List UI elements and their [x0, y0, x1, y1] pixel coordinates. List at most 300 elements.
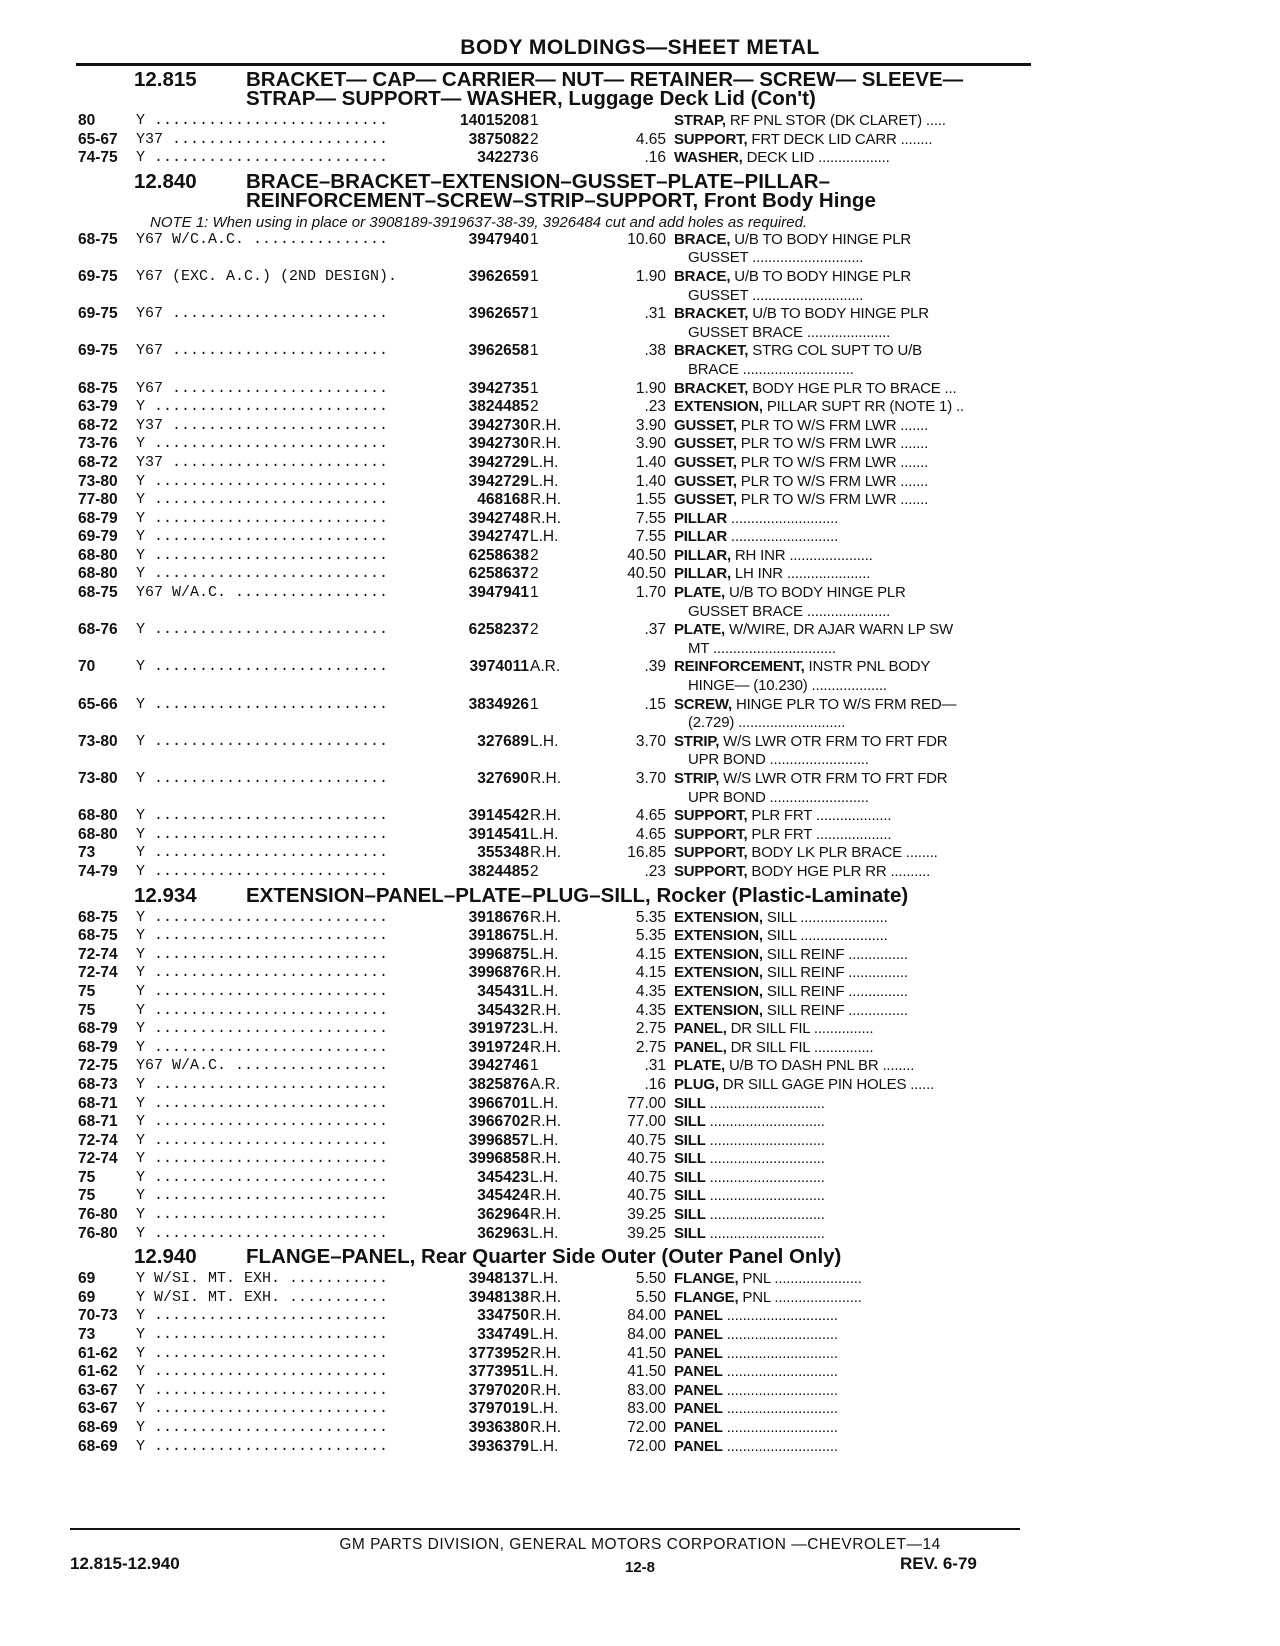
part-row — [78, 112, 1030, 131]
list-price: 5.35 — [635, 908, 666, 926]
part-detail: PLR TO W/S FRM LWR ....... — [736, 453, 929, 471]
part-number: 3996876 — [434, 964, 529, 983]
model-year: 61-62 — [78, 1344, 118, 1362]
part-name: SUPPORT, — [674, 862, 748, 880]
list-price: 72.00 — [627, 1419, 666, 1436]
section-title: FLANGE–PANEL, Rear Quarter Side Outer (Outer Panel Only) — [246, 1245, 842, 1269]
part-description — [674, 964, 1030, 983]
part-description — [674, 473, 1030, 492]
quantity: R.H. — [530, 844, 561, 862]
list-price: 3.70 — [635, 732, 666, 750]
section-note: NOTE 1: When using in place or 3908189-3919637-38-39, 3926484 cut and add holes as required. — [150, 213, 808, 231]
list-price: 2.75 — [635, 1020, 666, 1038]
part-description — [674, 112, 1030, 131]
part-name: PLATE, — [674, 621, 726, 639]
part-row — [78, 964, 1030, 983]
part-row — [78, 417, 1030, 436]
part-row — [78, 1039, 1030, 1058]
part-number: 3942730 — [434, 417, 529, 436]
part-description — [674, 807, 1030, 826]
part-detail: U/B TO DASH PNL BR ........ — [725, 1057, 915, 1075]
part-name: FLANGE, — [674, 1270, 739, 1288]
part-number: 3936379 — [434, 1438, 529, 1457]
part-description — [674, 584, 1030, 621]
model-year: 68-73 — [78, 1075, 118, 1093]
model-applicability: Y67 W/A.C. ................. — [136, 584, 389, 602]
part-detail: FRT DECK LID CARR ........ — [747, 130, 933, 148]
part-number: 334750 — [434, 1307, 529, 1326]
part-row — [78, 528, 1030, 547]
part-name: WASHER, — [674, 149, 743, 167]
quantity: R.H. — [530, 770, 561, 787]
part-row — [78, 1206, 1030, 1225]
part-name: EXTENSION, — [674, 1001, 763, 1019]
part-number: 3966701 — [434, 1095, 529, 1114]
part-description — [674, 149, 1030, 168]
part-name: PANEL — [674, 1326, 723, 1344]
quantity: A.R. — [530, 1075, 561, 1093]
quantity: R.H. — [530, 1187, 561, 1205]
part-description — [674, 1289, 1030, 1308]
part-name: STRAP, — [674, 112, 726, 129]
footer-page-number: 12-8 — [624, 1559, 656, 1576]
model-year: 73-76 — [78, 435, 118, 453]
part-description — [674, 1057, 1030, 1076]
model-applicability: Y .......................... — [136, 945, 389, 963]
part-row — [78, 1419, 1030, 1438]
quantity: 1 — [530, 1057, 539, 1075]
part-detail: PLR TO W/S FRM LWR ....... — [736, 435, 929, 453]
list-price: .16 — [644, 149, 666, 167]
part-number: 6258637 — [434, 565, 529, 584]
section-title: BRACKET— CAP— CARRIER— NUT— RETAINER— SCREW— SLEEVE— STRAP— SUPPORT— WASHER, Luggage Deck Lid (Con't) — [246, 68, 964, 110]
part-detail: PLR TO W/S FRM LWR ....... — [736, 416, 929, 434]
model-applicability: Y .......................... — [136, 398, 389, 416]
part-name: GUSSET, — [674, 491, 737, 509]
part-row — [78, 547, 1030, 566]
model-year: 69-75 — [78, 267, 118, 285]
part-name: EXTENSION, — [674, 982, 763, 1000]
list-price: 4.15 — [635, 945, 666, 963]
part-number: 6258237 — [434, 621, 529, 640]
part-name: SUPPORT, — [674, 130, 748, 148]
part-number: 327690 — [434, 770, 529, 789]
quantity: 2 — [530, 565, 539, 583]
part-row — [78, 658, 1030, 695]
model-year: 63-67 — [78, 1381, 118, 1399]
part-description — [674, 1187, 1030, 1206]
model-applicability: Y .......................... — [136, 908, 389, 926]
quantity: L.H. — [530, 982, 559, 1000]
model-year: 75 — [78, 1187, 96, 1205]
model-year: 72-74 — [78, 945, 118, 963]
part-detail: BODY HGE PLR TO BRACE ... — [748, 379, 957, 397]
part-row — [78, 1150, 1030, 1169]
model-applicability: Y .......................... — [136, 1400, 389, 1418]
model-applicability: Y .......................... — [136, 1363, 389, 1381]
part-name: PILLAR, — [674, 546, 731, 564]
part-detail: ............................. — [705, 1131, 825, 1149]
model-applicability: Y .......................... — [136, 1168, 389, 1186]
part-detail: LH INR ..................... — [730, 565, 871, 583]
list-price: .31 — [644, 305, 666, 323]
part-row — [78, 826, 1030, 845]
part-description — [674, 844, 1030, 863]
quantity: R.H. — [530, 1150, 561, 1168]
model-applicability: Y .......................... — [136, 1344, 389, 1362]
part-description — [674, 658, 1030, 695]
part-name: PANEL — [674, 1344, 723, 1362]
part-detail: ............................ — [722, 1344, 838, 1362]
model-year: 68-72 — [78, 416, 118, 434]
model-applicability: Y .......................... — [136, 1187, 389, 1205]
model-year: 68-80 — [78, 825, 118, 843]
quantity: A.R. — [530, 658, 561, 676]
part-name: BRACKET, — [674, 342, 749, 360]
list-price: 4.35 — [635, 982, 666, 1000]
quantity: R.H. — [530, 1113, 561, 1131]
footer-rule — [70, 1528, 1020, 1530]
part-detail: INSTR PNL BODY — [804, 658, 931, 676]
quantity: 1 — [530, 112, 539, 129]
quantity: R.H. — [530, 1419, 561, 1436]
part-row — [78, 398, 1030, 417]
part-number: 334749 — [434, 1326, 529, 1345]
part-row — [78, 770, 1030, 807]
part-number: 3947941 — [434, 584, 529, 603]
model-applicability: Y .......................... — [136, 844, 389, 862]
quantity: 1 — [530, 695, 539, 713]
list-price: 40.50 — [627, 546, 666, 564]
part-name: SILL — [674, 1094, 706, 1112]
model-year: 68-75 — [78, 584, 118, 602]
model-applicability: Y .......................... — [136, 1381, 389, 1399]
quantity: R.H. — [530, 964, 561, 982]
model-year: 61-62 — [78, 1363, 118, 1381]
model-year: 65-67 — [78, 130, 118, 148]
model-applicability: Y .......................... — [136, 964, 389, 982]
list-price: 7.55 — [635, 528, 666, 546]
part-detail: ............................. — [705, 1206, 825, 1224]
part-number: 3996858 — [434, 1150, 529, 1169]
model-year: 70 — [78, 658, 96, 676]
list-price: 40.75 — [627, 1150, 666, 1168]
model-year: 69 — [78, 1288, 96, 1306]
part-row — [78, 909, 1030, 928]
list-price: 84.00 — [627, 1326, 666, 1344]
model-year: 68-69 — [78, 1437, 118, 1455]
part-detail: U/B TO BODY HINGE PLR — [748, 305, 929, 323]
quantity: R.H. — [530, 908, 561, 926]
model-applicability: Y67 W/C.A.C. ............... — [136, 230, 389, 248]
part-description — [674, 565, 1030, 584]
part-name: EXTENSION, — [674, 964, 763, 982]
part-row — [78, 1400, 1030, 1419]
model-year: 80 — [78, 112, 96, 129]
part-name: BRACKET, — [674, 305, 749, 323]
list-price: .16 — [644, 1075, 666, 1093]
list-price: 4.65 — [635, 130, 666, 148]
part-detail: PILLAR SUPT RR (NOTE 1) .. — [762, 398, 964, 416]
model-year: 76-80 — [78, 1224, 118, 1242]
model-applicability: Y67 ........................ — [136, 305, 389, 323]
model-year: 73-80 — [78, 770, 118, 787]
part-row — [78, 342, 1030, 379]
part-description — [674, 983, 1030, 1002]
part-name: SILL — [674, 1150, 706, 1168]
part-name: GUSSET, — [674, 435, 737, 453]
part-number: 3919723 — [434, 1020, 529, 1039]
section-number: 12.940 — [134, 1245, 197, 1269]
model-applicability: Y .......................... — [136, 1094, 389, 1112]
part-name: PLATE, — [674, 584, 726, 602]
quantity: 2 — [530, 546, 539, 564]
part-detail: RH INR ..................... — [730, 546, 873, 564]
part-name: EXTENSION, — [674, 908, 763, 926]
part-name: PANEL — [674, 1381, 723, 1399]
part-row — [78, 807, 1030, 826]
part-detail: ............................ — [722, 1437, 838, 1455]
part-name: EXTENSION, — [674, 927, 763, 945]
part-description — [674, 1095, 1030, 1114]
quantity: R.H. — [530, 807, 561, 825]
model-applicability: Y .......................... — [136, 621, 389, 639]
list-price: .31 — [644, 1057, 666, 1075]
part-detail-continued: BRACE ............................ — [688, 360, 854, 378]
footer-revision: REV. 6-79 — [900, 1554, 977, 1573]
part-description — [674, 131, 1030, 150]
part-description — [674, 342, 1030, 379]
quantity: L.H. — [530, 1270, 559, 1288]
model-year: 68-75 — [78, 230, 118, 248]
part-detail: ............................ — [722, 1307, 838, 1325]
list-price: 1.55 — [635, 491, 666, 509]
model-year: 68-69 — [78, 1419, 118, 1436]
part-detail: ............................ — [722, 1400, 838, 1418]
part-name: BRACE, — [674, 230, 731, 248]
part-detail-continued: UPR BOND ......................... — [688, 788, 869, 806]
model-year: 65-66 — [78, 695, 118, 713]
list-price: 7.55 — [635, 509, 666, 527]
part-number: 3914542 — [434, 807, 529, 826]
part-number: 3942729 — [434, 454, 529, 473]
part-description — [674, 1113, 1030, 1132]
part-description — [674, 1400, 1030, 1419]
part-detail: ............................. — [705, 1094, 825, 1112]
quantity: R.H. — [530, 1381, 561, 1399]
part-detail: PLR TO W/S FRM LWR ....... — [736, 472, 929, 490]
part-number: 3942746 — [434, 1057, 529, 1076]
model-applicability: Y .......................... — [136, 491, 389, 509]
part-detail: STRG COL SUPT TO U/B — [748, 342, 922, 360]
part-name: FLANGE, — [674, 1288, 739, 1306]
part-number: 468168 — [434, 491, 529, 510]
part-number: 14015208 — [434, 112, 529, 131]
quantity: R.H. — [530, 1288, 561, 1306]
model-applicability: Y37 ........................ — [136, 130, 389, 148]
part-number: 6258638 — [434, 547, 529, 566]
section-header — [78, 883, 1030, 907]
part-description — [674, 547, 1030, 566]
list-price: 77.00 — [627, 1113, 666, 1131]
part-detail: DECK LID .................. — [742, 149, 890, 167]
part-row — [78, 1002, 1030, 1021]
part-row — [78, 1382, 1030, 1401]
part-description — [674, 1150, 1030, 1169]
part-number: 3875082 — [434, 131, 529, 150]
part-name: PLUG, — [674, 1075, 719, 1093]
list-price: 1.40 — [635, 453, 666, 471]
part-row — [78, 435, 1030, 454]
model-applicability: Y .......................... — [136, 546, 389, 564]
model-applicability: Y .......................... — [136, 658, 389, 676]
part-detail-continued: GUSSET ............................ — [688, 286, 864, 304]
model-year: 68-75 — [78, 927, 118, 945]
part-row — [78, 863, 1030, 882]
list-price: 5.50 — [635, 1270, 666, 1288]
part-number: 3918676 — [434, 909, 529, 928]
model-applicability: Y .......................... — [136, 1113, 389, 1131]
part-number: 3942735 — [434, 380, 529, 399]
model-year: 70-73 — [78, 1307, 118, 1325]
part-detail: W/S LWR OTR FRM TO FRT FDR — [719, 732, 948, 750]
quantity: R.H. — [530, 1307, 561, 1325]
part-name: PILLAR, — [674, 565, 731, 583]
part-detail-continued: GUSSET ............................ — [688, 249, 864, 267]
part-detail: PLR TO W/S FRM LWR ....... — [736, 491, 929, 509]
model-year: 68-75 — [78, 908, 118, 926]
part-description — [674, 1363, 1030, 1382]
quantity: L.H. — [530, 825, 559, 843]
part-description — [674, 1020, 1030, 1039]
part-name: PANEL — [674, 1419, 723, 1436]
model-year: 75 — [78, 982, 96, 1000]
part-row — [78, 696, 1030, 733]
catalog-section — [78, 169, 1030, 882]
list-price: .37 — [644, 621, 666, 639]
quantity: 2 — [530, 398, 539, 416]
list-price: 1.90 — [635, 267, 666, 285]
part-row — [78, 1169, 1030, 1188]
part-description — [674, 1307, 1030, 1326]
part-name: PANEL — [674, 1437, 723, 1455]
list-price: 83.00 — [627, 1400, 666, 1418]
part-name: SILL — [674, 1187, 706, 1205]
part-detail: ............................ — [722, 1381, 838, 1399]
part-number: 3948138 — [434, 1289, 529, 1308]
part-detail: ............................. — [705, 1224, 825, 1242]
model-applicability: Y .......................... — [136, 509, 389, 527]
part-number: 345423 — [434, 1169, 529, 1188]
part-row — [78, 1345, 1030, 1364]
part-number: 3773952 — [434, 1345, 529, 1364]
list-price: 2.75 — [635, 1038, 666, 1056]
model-applicability: Y .......................... — [136, 732, 389, 750]
part-detail: W/WIRE, DR AJAR WARN LP SW — [725, 621, 953, 639]
part-row — [78, 1225, 1030, 1244]
part-detail: ............................. — [705, 1150, 825, 1168]
part-description — [674, 1002, 1030, 1021]
part-number: 3773951 — [434, 1363, 529, 1382]
quantity: L.H. — [530, 1363, 559, 1381]
quantity: 2 — [530, 130, 539, 148]
section-number: 12.840 — [134, 169, 197, 193]
part-name: SUPPORT, — [674, 844, 748, 862]
quantity: L.H. — [530, 1400, 559, 1418]
part-name: PANEL — [674, 1307, 723, 1325]
part-description — [674, 1169, 1030, 1188]
part-detail: ........................... — [726, 528, 839, 546]
part-description — [674, 1382, 1030, 1401]
part-detail: SILL REINF ............... — [762, 964, 908, 982]
quantity: 2 — [530, 621, 539, 639]
part-row — [78, 1020, 1030, 1039]
part-row — [78, 1076, 1030, 1095]
part-description — [674, 491, 1030, 510]
part-number: 3914541 — [434, 826, 529, 845]
part-description — [674, 1345, 1030, 1364]
model-year: 72-74 — [78, 1150, 118, 1168]
list-price: 77.00 — [627, 1094, 666, 1112]
part-detail: PLR FRT ................... — [747, 807, 892, 825]
model-applicability: Y .......................... — [136, 825, 389, 843]
part-name: SUPPORT, — [674, 825, 748, 843]
model-applicability: Y .......................... — [136, 1224, 389, 1242]
part-description — [674, 268, 1030, 305]
part-name: PANEL, — [674, 1020, 727, 1038]
model-year: 74-79 — [78, 862, 118, 880]
part-row — [78, 927, 1030, 946]
part-number: 3825876 — [434, 1076, 529, 1095]
part-detail: ............................ — [722, 1419, 838, 1436]
list-price: 10.60 — [627, 230, 666, 248]
part-number: 3942748 — [434, 510, 529, 529]
model-year: 73 — [78, 844, 96, 862]
part-name: EXTENSION, — [674, 945, 763, 963]
quantity: L.H. — [530, 1094, 559, 1112]
quantity: L.H. — [530, 1437, 559, 1455]
part-number: 3996857 — [434, 1132, 529, 1151]
model-applicability: Y .......................... — [136, 1001, 389, 1019]
part-row — [78, 268, 1030, 305]
part-row — [78, 1270, 1030, 1289]
model-applicability: Y .......................... — [136, 982, 389, 1000]
part-description — [674, 417, 1030, 436]
part-row — [78, 733, 1030, 770]
model-applicability: Y .......................... — [136, 1131, 389, 1149]
part-number: 3942747 — [434, 528, 529, 547]
part-number: 3996875 — [434, 946, 529, 965]
part-description — [674, 1225, 1030, 1244]
part-detail: DR SILL FIL ............... — [726, 1020, 874, 1038]
quantity: R.H. — [530, 1038, 561, 1056]
part-description — [674, 1438, 1030, 1457]
quantity: L.H. — [530, 927, 559, 945]
list-price: 40.75 — [627, 1131, 666, 1149]
part-detail: SILL REINF ............... — [762, 982, 908, 1000]
part-description — [674, 1206, 1030, 1225]
quantity: L.H. — [530, 1020, 559, 1038]
quantity: L.H. — [530, 945, 559, 963]
list-price: 84.00 — [627, 1307, 666, 1325]
part-detail-continued: GUSSET BRACE ..................... — [688, 602, 891, 620]
part-number: 362963 — [434, 1225, 529, 1244]
section-header — [78, 1245, 1030, 1269]
part-name: BRACE, — [674, 267, 731, 285]
part-detail: ............................ — [722, 1363, 838, 1381]
part-description — [674, 231, 1030, 268]
quantity: L.H. — [530, 1224, 559, 1242]
